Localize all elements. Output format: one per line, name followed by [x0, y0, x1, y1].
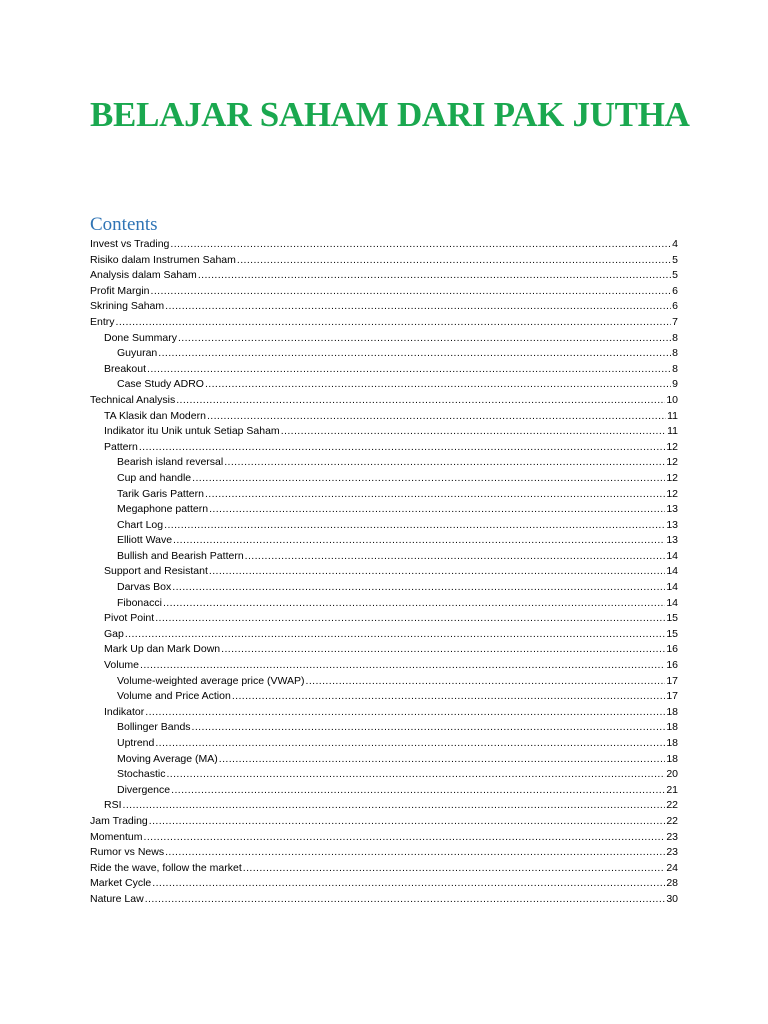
toc-entry[interactable]: [90, 253, 678, 269]
toc-dot-leader: [144, 830, 666, 846]
toc-dot-leader: [245, 549, 666, 565]
toc-dot-leader: [172, 580, 665, 596]
toc-entry-title: Divergence: [117, 783, 171, 796]
toc-entry-title: Nature Law: [90, 892, 144, 905]
toc-entry-page-number: 8: [672, 331, 678, 344]
toc-entry-page-number: 8: [672, 362, 678, 375]
toc-dot-leader: [192, 471, 665, 487]
document-title: BELAJAR SAHAM DARI PAK JUTHA: [90, 95, 690, 134]
toc-entry-page-number: 11: [667, 409, 678, 422]
toc-entry-page-number: 6: [672, 284, 678, 297]
toc-dot-leader: [207, 409, 666, 425]
toc-entry-title: Megaphone pattern: [117, 503, 209, 516]
toc-entry-page-number: 23: [666, 846, 678, 859]
toc-entry-title: Done Summary: [104, 331, 177, 344]
toc-entry-page-number: 18: [666, 737, 678, 749]
toc-entry[interactable]: [90, 720, 678, 736]
toc-entry-title: Entry: [90, 315, 115, 328]
toc-entry-page-number: 12: [666, 487, 678, 500]
toc-dot-leader: [192, 720, 666, 736]
toc-entry-title: Chart Log: [117, 518, 164, 531]
toc-entry-page-number: 7: [672, 315, 678, 328]
toc-entry[interactable]: [90, 642, 678, 658]
toc-entry[interactable]: [90, 736, 678, 752]
toc-entry-title: Volume-weighted average price (VWAP): [117, 674, 305, 687]
toc-dot-leader: [155, 736, 665, 752]
toc-dot-leader: [243, 861, 666, 877]
toc-entry[interactable]: [90, 845, 678, 861]
toc-dot-leader: [281, 424, 666, 440]
toc-dot-leader: [139, 440, 665, 456]
toc-dot-leader: [209, 564, 665, 580]
toc-entry[interactable]: [90, 861, 678, 877]
toc-dot-leader: [237, 253, 671, 269]
contents-heading: Contents: [90, 214, 158, 235]
toc-entry-page-number: 22: [666, 814, 678, 827]
toc-entry-page-number: 30: [666, 892, 678, 905]
toc-entry[interactable]: [90, 393, 678, 409]
toc-entry-title: Technical Analysis: [90, 393, 176, 406]
toc-dot-leader: [173, 533, 665, 549]
toc-entry[interactable]: [90, 284, 678, 300]
toc-dot-leader: [205, 377, 671, 393]
toc-entry-title: Risiko dalam Instrumen Saham: [90, 253, 236, 266]
toc-entry-page-number: 6: [672, 300, 678, 313]
toc-entry[interactable]: [90, 674, 678, 690]
toc-entry-title: Market Cycle: [90, 877, 152, 890]
toc-entry-title: Bearish island reversal: [117, 456, 224, 469]
toc-entry[interactable]: [90, 268, 678, 284]
toc-entry-title: Bullish and Bearish Pattern: [117, 549, 244, 562]
toc-entry-page-number: 17: [666, 690, 678, 703]
toc-entry-page-number: 14: [666, 596, 678, 609]
toc-entry-page-number: 15: [666, 612, 678, 625]
toc-entry[interactable]: [90, 346, 678, 362]
toc-entry[interactable]: [90, 596, 678, 612]
toc-dot-leader: [152, 876, 665, 892]
toc-entry[interactable]: [90, 377, 678, 393]
toc-entry-page-number: 8: [672, 347, 678, 360]
toc-dot-leader: [224, 455, 665, 471]
toc-entry-title: Volume: [104, 659, 140, 672]
toc-entry[interactable]: [90, 549, 678, 565]
toc-entry-page-number: 18: [666, 752, 678, 765]
toc-entry-title: Pivot Point: [104, 612, 155, 625]
toc-dot-leader: [151, 284, 672, 300]
toc-entry-page-number: 9: [672, 378, 678, 391]
toc-entry-page-number: 12: [666, 440, 678, 453]
toc-dot-leader: [170, 237, 671, 253]
toc-entry-title: Darvas Box: [117, 581, 172, 594]
toc-dot-leader: [221, 642, 665, 658]
toc-entry-title: Volume and Price Action: [117, 690, 231, 703]
toc-entry-page-number: 21: [666, 783, 678, 796]
toc-dot-leader: [140, 658, 665, 674]
toc-entry-title: Ride the wave, follow the market: [90, 861, 242, 874]
toc-entry-title: Jam Trading: [90, 814, 148, 827]
toc-entry-page-number: 20: [666, 768, 678, 781]
toc-entry-page-number: 17: [666, 674, 678, 687]
toc-dot-leader: [116, 315, 672, 331]
toc-entry[interactable]: [90, 518, 678, 534]
toc-entry[interactable]: [90, 409, 678, 425]
toc-entry-title: Pattern: [104, 440, 138, 453]
toc-entry[interactable]: [90, 705, 678, 721]
toc-entry[interactable]: [90, 611, 678, 627]
toc-entry-title: Elliott Wave: [117, 534, 173, 547]
toc-entry[interactable]: [90, 424, 678, 440]
toc-entry-page-number: 12: [666, 471, 678, 484]
toc-entry-title: Skrining Saham: [90, 300, 165, 313]
toc-dot-leader: [145, 892, 666, 908]
toc-entry[interactable]: [90, 627, 678, 643]
toc-dot-leader: [125, 627, 665, 643]
toc-entry-title: Tarik Garis Pattern: [117, 487, 204, 500]
toc-dot-leader: [205, 487, 665, 503]
toc-entry-page-number: 14: [666, 549, 678, 562]
toc-entry[interactable]: [90, 440, 678, 456]
toc-dot-leader: [171, 783, 665, 799]
toc-entry-page-number: 5: [672, 253, 678, 266]
toc-entry-page-number: 23: [666, 830, 678, 843]
toc-dot-leader: [178, 331, 671, 347]
toc-entry-page-number: 10: [666, 393, 678, 406]
toc-entry-page-number: 24: [666, 861, 678, 874]
toc-entry-title: Case Study ADRO: [117, 378, 204, 391]
toc-entry[interactable]: [90, 876, 678, 892]
toc-dot-leader: [176, 393, 665, 409]
toc-entry[interactable]: [90, 315, 678, 331]
toc-entry[interactable]: [90, 689, 678, 705]
toc-entry-title: Rumor vs News: [90, 846, 165, 859]
toc-entry-title: Uptrend: [117, 737, 155, 749]
toc-entry[interactable]: [90, 237, 678, 253]
toc-dot-leader: [145, 705, 665, 721]
toc-entry-page-number: 14: [666, 565, 678, 578]
toc-entry-title: Fibonacci: [117, 596, 162, 609]
toc-entry[interactable]: [90, 892, 678, 908]
toc-entry[interactable]: [90, 487, 678, 503]
toc-entry-title: Invest vs Trading: [90, 238, 170, 250]
toc-dot-leader: [198, 268, 671, 284]
toc-entry[interactable]: [90, 455, 678, 471]
toc-entry[interactable]: [90, 658, 678, 674]
toc-entry-page-number: 11: [667, 425, 678, 438]
toc-entry[interactable]: [90, 362, 678, 378]
toc-entry[interactable]: [90, 580, 678, 596]
toc-entry-page-number: 15: [666, 627, 678, 640]
toc-dot-leader: [155, 611, 665, 627]
toc-entry-page-number: 14: [666, 581, 678, 594]
toc-entry-page-number: 13: [666, 503, 678, 516]
toc-entry-page-number: 12: [666, 456, 678, 469]
toc-entry-title: Mark Up dan Mark Down: [104, 643, 221, 656]
toc-dot-leader: [219, 752, 666, 768]
toc-entry[interactable]: [90, 767, 678, 783]
toc-entry[interactable]: [90, 299, 678, 315]
toc-entry-title: Analysis dalam Saham: [90, 269, 197, 282]
toc-entry-title: Profit Margin: [90, 284, 150, 297]
toc-dot-leader: [165, 845, 665, 861]
toc-dot-leader: [306, 674, 666, 690]
toc-dot-leader: [149, 814, 666, 830]
toc-entry-title: Momentum: [90, 830, 143, 843]
toc-entry-title: Guyuran: [117, 347, 158, 360]
toc-entry[interactable]: [90, 752, 678, 768]
toc-entry[interactable]: [90, 564, 678, 580]
toc-entry[interactable]: [90, 783, 678, 799]
toc-entry-page-number: 16: [666, 643, 678, 656]
toc-entry-page-number: 28: [666, 877, 678, 890]
toc-entry-page-number: 16: [666, 659, 678, 672]
toc-entry[interactable]: [90, 502, 678, 518]
toc-entry-page-number: 18: [666, 705, 678, 718]
toc-entry-title: Breakout: [104, 362, 147, 375]
toc-dot-leader: [164, 518, 665, 534]
toc-entry-title: Indikator: [104, 705, 145, 718]
toc-entry[interactable]: [90, 471, 678, 487]
toc-entry-title: Support and Resistant: [104, 565, 208, 578]
toc-entry-page-number: 18: [666, 721, 678, 734]
toc-entry[interactable]: [90, 830, 678, 846]
toc-entry-title: Indikator itu Unik untuk Setiap Saham: [104, 425, 280, 438]
toc-entry-title: Cup and handle: [117, 471, 192, 484]
toc-entry-title: Gap: [104, 627, 124, 640]
toc-entry-title: TA Klasik dan Modern: [104, 409, 206, 422]
toc-entry-title: Moving Average (MA): [117, 752, 218, 765]
toc-dot-leader: [209, 502, 665, 518]
toc-entry-page-number: 5: [672, 269, 678, 282]
toc-entry[interactable]: [90, 814, 678, 830]
toc-dot-leader: [166, 767, 665, 783]
toc-entry[interactable]: [90, 798, 678, 814]
toc-dot-leader: [147, 362, 671, 378]
toc-dot-leader: [232, 689, 665, 705]
toc-dot-leader: [163, 596, 665, 612]
toc-dot-leader: [158, 346, 671, 362]
toc-entry-page-number: 4: [672, 238, 678, 250]
toc-dot-leader: [165, 299, 671, 315]
toc-dot-leader: [123, 798, 666, 814]
toc-entry[interactable]: [90, 533, 678, 549]
toc-entry-page-number: 13: [666, 518, 678, 531]
toc-entry-page-number: 22: [666, 799, 678, 812]
toc-entry-title: Bollinger Bands: [117, 721, 191, 734]
toc-entry-title: Stochastic: [117, 768, 166, 781]
toc-entry-title: RSI: [104, 799, 122, 812]
toc-entry[interactable]: [90, 331, 678, 347]
table-of-contents: [90, 237, 678, 908]
toc-entry-page-number: 13: [666, 534, 678, 547]
